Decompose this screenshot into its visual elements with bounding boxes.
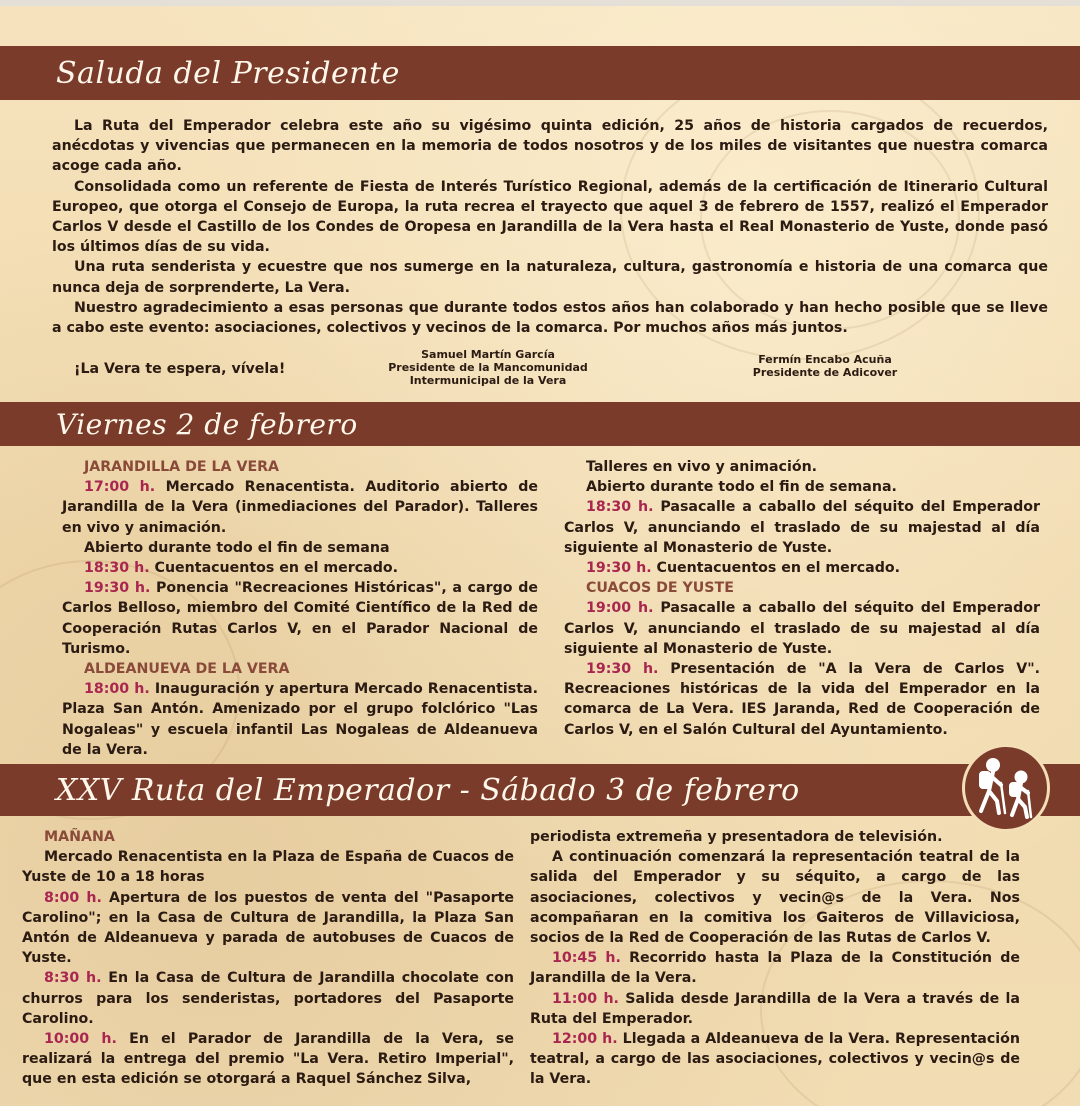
event-item	[62, 679, 538, 760]
event-time: 8:00 h.	[44, 889, 102, 906]
section-title: Saluda del Presidente	[56, 55, 400, 91]
signature-block-president-mancomunidad	[378, 348, 598, 387]
signature-name: Samuel Martín García	[421, 348, 555, 361]
place-heading: MAÑANA	[44, 829, 115, 845]
intro-text	[52, 116, 1048, 338]
place-heading: ALDEANUEVA DE LA VERA	[84, 661, 290, 678]
motto-text: ¡La Vera te espera, vívela!	[74, 361, 286, 377]
place-heading: CUACOS DE YUSTE	[586, 580, 734, 597]
event-text: Mercado Renacentista. Auditorio abierto de Jarandilla de la Vera (inmediaciones del Parador). Talleres en vivo y animación.	[62, 479, 539, 536]
friday-column-left	[62, 457, 538, 760]
hikers-icon	[962, 744, 1050, 832]
event-text: A continuación comenzará la representación teatral de la salida del Emperador y su séquito, a cargo de las asociaciones, colectivos y vecin@s de la Vera. Nos acompañaran en la comitiva los Gaiteros de Villaviciosa, socios de la Red de Cooperación de las Rutas de Carlos V.	[530, 849, 1020, 947]
event-item	[564, 598, 1040, 659]
event-text: Salida desde Jarandilla de la Vera a través de la Ruta del Emperador.	[530, 990, 1020, 1027]
event-item	[22, 1029, 514, 1090]
event-text: Recorrido hasta la Plaza de la Constitución de Jarandilla de la Vera.	[530, 950, 1020, 987]
event-item	[564, 659, 1040, 740]
event-time: 19:30 h.	[586, 661, 659, 678]
event-time: 19:30 h.	[84, 580, 151, 597]
hikers-icon-graphic	[965, 747, 1047, 829]
event-time: 19:00 h.	[586, 600, 654, 617]
signature-name: Fermín Encabo Acuña	[758, 353, 892, 366]
signature-role: Presidente de Adicover	[752, 366, 898, 379]
event-text: En la Casa de Cultura de Jarandilla chocolate con churros para los senderistas, portadores del Pasaporte Carolino.	[22, 970, 514, 1027]
event-note: Abierto durante todo el fin de semana.	[586, 479, 897, 496]
signature-role: Intermunicipal de la Vera	[409, 374, 567, 387]
event-text: Pasacalle a caballo del séquito del Emperador Carlos V, anunciando el traslado de su majestad al día siguiente al Monasterio de Yuste.	[564, 499, 1040, 556]
event-text: Llegada a Aldeanueva de la Vera. Representación teatral, a cargo de las asociaciones, colectivos y vecin@s de la Vera.	[530, 1031, 1020, 1088]
event-text: Ponencia "Recreaciones Históricas", a cargo de Carlos Belloso, miembro del Comité Científico de la Red de Cooperación Rutas Carlos V, en el Parador Nacional de Turismo.	[62, 580, 538, 657]
intro-paragraph: La Ruta del Emperador celebra este año su vigésimo quinta edición, 25 años de historia cargados de recuerdos, anécdotas y vivencias que permanecen en la memoria de todos nosotros y de los miles de visitantes que nuestra comarca acoge cada año.	[52, 118, 1048, 175]
event-note: Abierto durante todo el fin de semana	[84, 539, 390, 556]
event-item	[22, 888, 514, 969]
event-time: 12:00 h.	[552, 1031, 618, 1048]
event-text: Inauguración y apertura Mercado Renacentista. Plaza San Antón. Amenizado por el grupo folclórico "Las Nogaleas" y escuela infantil Las Nogaleas de Aldeanueva de la Vera.	[62, 681, 538, 758]
event-text: Cuentacuentos en el mercado.	[154, 560, 399, 577]
event-time: 11:00 h.	[552, 990, 619, 1007]
section-title: Viernes 2 de febrero	[56, 407, 358, 441]
event-item	[62, 558, 538, 578]
event-note: Mercado Renacentista en la Plaza de España de Cuacos de Yuste de 10 a 18 horas	[22, 849, 514, 886]
event-item	[530, 948, 1020, 988]
event-item	[530, 989, 1020, 1029]
section-title: XXV Ruta del Emperador - Sábado 3 de febrero	[56, 772, 800, 808]
event-time: 18:30 h.	[586, 499, 654, 516]
intro-paragraph: Una ruta senderista y ecuestre que nos sumerge en la naturaleza, cultura, gastronomía e historia de una comarca que nunca deja de sorprenderte, La Vera.	[52, 259, 1048, 296]
intro-paragraph: Consolidada como un referente de Fiesta de Interés Turístico Regional, además de la certificación de Itinerario Cultural Europeo, que otorga el Consejo de Europa, la ruta recrea el trayecto que aquel 3 de febrero de 1557, realizó el Emperador Carlos V desde el Castillo de los Condes de Oropesa en Jarandilla de la Vera hasta el Real Monasterio de Yuste, donde pasó los últimos días de su vida.	[52, 178, 1048, 256]
event-time: 17:00 h.	[84, 479, 156, 496]
section-banner-saluda	[0, 46, 1080, 100]
event-note: Talleres en vivo y animación.	[586, 459, 818, 475]
event-text: Pasacalle a caballo del séquito del Emperador Carlos V, anunciando el traslado de su majestad al día siguiente al Monasterio de Yuste.	[564, 600, 1040, 657]
saturday-column-right	[530, 827, 1020, 1090]
top-border	[0, 0, 1080, 6]
event-item	[530, 1029, 1020, 1090]
event-time: 19:30 h.	[586, 560, 652, 577]
event-item	[62, 477, 538, 538]
event-item	[564, 558, 1040, 578]
event-time: 18:30 h.	[84, 560, 150, 577]
friday-column-right	[564, 457, 1040, 740]
event-text: periodista extremeña y presentadora de televisión.	[530, 829, 943, 845]
event-item	[22, 968, 514, 1029]
event-text: Presentación de "A la Vera de Carlos V". Recreaciones históricas de la vida del Emperador en la comarca de La Vera. IES Jaranda, Red de Cooperación de Carlos V, en el Salón Cultural del Ayuntamiento.	[564, 661, 1040, 738]
event-time: 8:30 h.	[44, 970, 102, 987]
section-banner-viernes	[0, 402, 1080, 446]
event-time: 18:00 h.	[84, 681, 150, 698]
place-heading: JARANDILLA DE LA VERA	[84, 459, 280, 475]
event-item	[62, 578, 538, 659]
event-time: 10:00 h.	[44, 1031, 117, 1048]
event-text: Cuentacuentos en el mercado.	[656, 560, 901, 577]
saturday-column-left	[22, 827, 514, 1090]
signature-role: Presidente de la Mancomunidad	[388, 361, 588, 374]
section-banner-sabado	[0, 764, 1080, 816]
signature-block-president-adicover	[720, 353, 930, 379]
event-item	[564, 497, 1040, 558]
event-text: En el Parador de Jarandilla de la Vera, se realizará la entrega del premio "La Vera. Retiro Imperial", que en esta edición se otorgará a Raquel Sánchez Silva,	[22, 1031, 514, 1088]
event-time: 10:45 h.	[552, 950, 621, 967]
event-text: Apertura de los puestos de venta del "Pasaporte Carolino"; en la Casa de Cultura de Jarandilla, la Plaza San Antón de Aldeanueva y parada de autobuses de Cuacos de Yuste.	[22, 889, 514, 967]
intro-paragraph: Nuestro agradecimiento a esas personas que durante todos estos años han colaborado y han hecho posible que se lleve a cabo este evento: asociaciones, colectivos y vecinos de la comarca. Por muchos años más juntos.	[52, 299, 1048, 337]
